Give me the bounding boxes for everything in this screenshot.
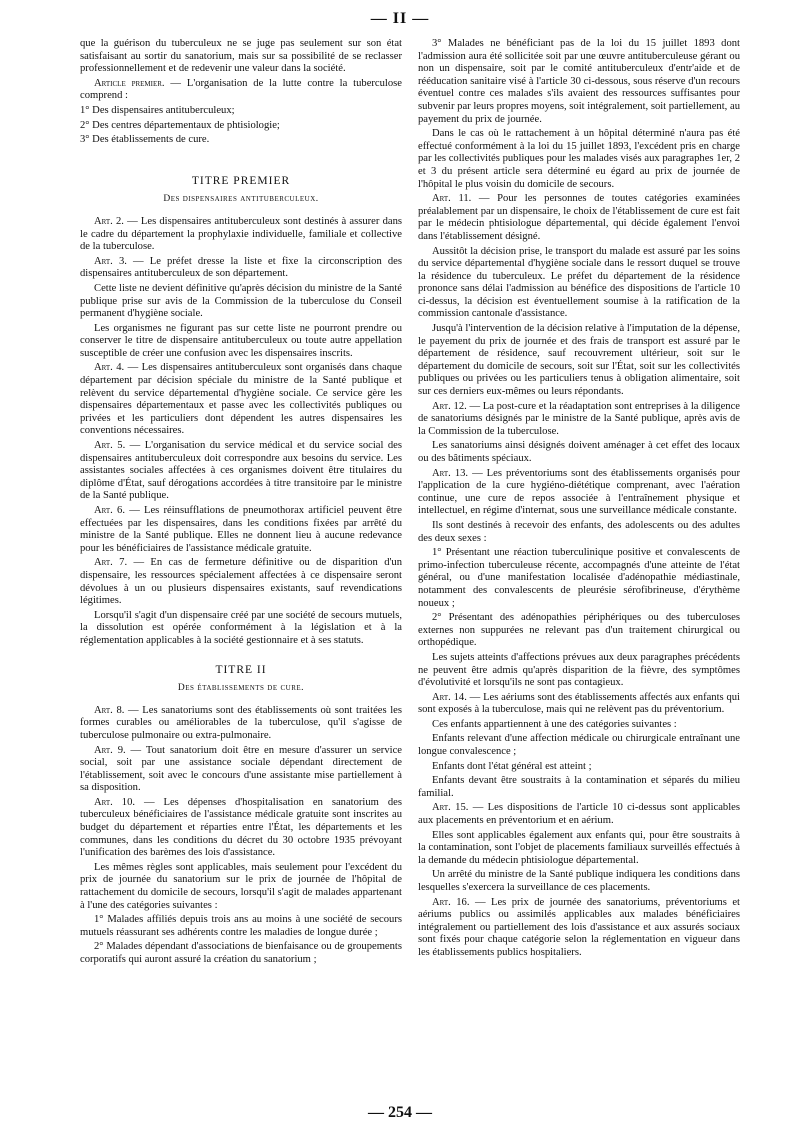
article-paragraph bbox=[80, 256, 402, 281]
paragraph: Les organismes ne figurant pas sur cette liste ne pourront prendre ou conserver le titre de dispensaire antituberculeux ou toute autre appellation susceptible de créer une confusion avec les dispensaires inscrits. bbox=[80, 322, 402, 359]
article-paragraph bbox=[418, 897, 740, 960]
page-header-roman: — II — bbox=[370, 10, 430, 27]
paragraph: Ces enfants appartiennent à une des catégories suivantes : bbox=[432, 718, 677, 730]
article-label: Art. 13. bbox=[432, 467, 469, 479]
paragraph: Lorsqu'il s'agit d'un dispensaire créé par une société de secours mutuels, la dissolution est opérée conformément à la législation et à la réglementation applicables à la société gestionnaire et à ses statuts. bbox=[80, 609, 402, 646]
article-text: — En cas de fermeture définitive ou de disparition d'un dispensaire, les ressources spécialement affectées à ce dispensaire seront dévolues à un ou plusieurs dispensaires existants, sauf revendications légitimes. bbox=[80, 557, 402, 607]
paragraph: Dans le cas où le rattachement à un hôpital déterminé n'aura pas été effectué conformément à la loi du 15 juillet 1893, l'excédent pris en charge par les collectivités publiques pour les malades visés aux paragraphes 1er, 2 et 3 du présent article sera déterminé eu égard au prix de journée de l'hôpital le plus voisin du domicile de secours. bbox=[418, 128, 740, 190]
article-label: Art. 6. bbox=[94, 505, 125, 516]
article-label: Art. 11. bbox=[432, 193, 472, 205]
paragraph: Cette liste ne devient définitive qu'après décision du ministre de la Santé publique prise sur avis de la Commission de la tuberculose du Conseil permanent d'hygiène sociale. bbox=[80, 282, 402, 320]
article-label: Art. 9. bbox=[94, 744, 126, 756]
article-label: Art. 4. bbox=[94, 362, 125, 374]
article-text: — Les dispositions de l'article 10 ci-dessus sont applicables aux placements en préventorium et en aérium. bbox=[418, 802, 740, 827]
article-paragraph bbox=[418, 692, 740, 717]
article-text: — L'organisation du service médical et du service social des dispensaires antituberculeux doit correspondre aux besoins du service. Les assistantes sociales affectées à ces organismes doivent être titulaires du diplôme d'État, sauf dérogations accordées à titre transitoire par le ministre de la Santé publique. bbox=[80, 440, 402, 502]
article-text: — Les réinsufflations de pneumothorax artificiel peuvent être effectuées par les dispensaires, dans les conditions fixées par arrêté du ministre de la Santé publique. Elles ne donnent lieu à aucune redevance pour les bénéficiaires de l'assistance médicale gratuite. bbox=[80, 505, 403, 554]
article-paragraph bbox=[80, 705, 402, 743]
section-subtitle: Des dispensaires antituberculeux. bbox=[163, 194, 319, 205]
paragraph: Elles sont applicables également aux enfants qui, pour être soustraits à la contamination, sont l'objet de placements familiaux surveillés effectués à la demande du médecin phtisiologue départemental. bbox=[418, 829, 740, 866]
article-text: — Les dépenses d'hospitalisation en sanatorium des tuberculeux bénéficiaires de l'assistance médicale gratuite sont inscrites au budget du département et réparties entre l'État, les départements et les communes, dans les conditions du décret du 30 octobre 1935 prévoyant l'unification des barèmes des lois d'assistance. bbox=[80, 796, 402, 859]
article-label: Art. 10. bbox=[94, 796, 136, 808]
article-text: — Tout sanatorium doit être en mesure d'assurer un service social, soit par une assistance sociale dépendant directement de l'établissement, soit avec le concours d'une assistante mise partiellement à sa disposition. bbox=[80, 744, 402, 794]
article-label: Art. 3. bbox=[94, 255, 127, 267]
paragraph: Les sujets atteints d'affections prévues aux deux paragraphes précédents ne peuvent être admis qu'après disparition de la fièvre, des symptômes d'évolutivité et lorsqu'ils ne sont pas contagieux. bbox=[418, 651, 740, 689]
page-number: — 254 — bbox=[368, 1104, 432, 1121]
article-text: — La post-cure et la réadaptation sont entreprises à la diligence de sanatoriums désignés par le ministre de la Santé publique, après avis de la Commission de la tuberculose. bbox=[418, 400, 740, 437]
paragraph: 2° Malades dépendant d'associations de bienfaisance ou de groupements corporatifs qui auront assuré la création du sanatorium ; bbox=[80, 941, 402, 965]
paragraph: Enfants dont l'état général est atteint ; bbox=[432, 760, 592, 772]
paragraph: Enfants devant être soustraits à la contamination et séparés du milieu familial. bbox=[418, 775, 740, 799]
article-paragraph bbox=[80, 745, 402, 795]
article-paragraph bbox=[418, 193, 740, 243]
article-text: — Les prix de journée des sanatoriums, préventoriums et aériums publics ou assimilés applicables aux malades bénéficiaires intégralement ou partiellement des lois d'assistance et aux assurés sociaux sont fixés pour chaque catégorie selon la réglementation en vigueur dans les établissements publics hospitaliers. bbox=[418, 896, 740, 958]
article-text: — Le préfet dresse la liste et fixe la circonscription des dispensaires antituberculeux de son département. bbox=[80, 255, 402, 280]
section-title: TITRE PREMIER bbox=[191, 174, 291, 187]
article-text: — Les aériums sont des établissements affectés aux enfants qui sont exposés à la tuberculose, mais qui ne relèvent pas du préventorium. bbox=[418, 691, 740, 716]
right-column bbox=[418, 38, 740, 1098]
paragraph: 1° Malades affiliés depuis trois ans au moins à une société de secours mutuels réassurant ses adhérents contre les maladies de longue durée ; bbox=[80, 914, 402, 938]
paragraph: 2° Présentant des adénopathies périphériques ou des tuberculoses externes non suppurées ne relevant pas d'un traitement chirurgical ou orthopédique. bbox=[418, 612, 740, 649]
article-label: Art. 12. bbox=[432, 400, 467, 412]
article-text: — Les préventoriums sont des établissements organisés pour l'application de la cure hygiéno-diététique comprenant, avec l'aération continue, une cure de repos associée à l'entraînement physique et intellectuel, en régime d'internat, sous une surveillance médicale constante. bbox=[418, 467, 740, 517]
article-label: Art. 14. bbox=[432, 691, 467, 703]
article-text: — Pour les personnes de toutes catégories examinées préalablement par un dispensaire, le choix de l'établissement de cure est fait par le médecin phtisiologue départemental, qui décide également l'envoi dans l'établissement désigné. bbox=[418, 193, 740, 242]
list-item: 3° Des établissements de cure. bbox=[80, 134, 210, 146]
paragraph: Les mêmes règles sont applicables, mais seulement pour l'excédent du prix de journée du sanatorium sur le prix de journée de l'hôpital de rattachement du domicile de secours, lorsqu'il s'agit de malades appartenant à l'une des catégories suivantes : bbox=[80, 861, 402, 911]
article-label: Art. 16. bbox=[432, 896, 470, 908]
article-text: — Les dispensaires antituberculeux sont organisés dans chaque département par décision spéciale du ministre de la Santé publique et relèvent du service départemental d'hygiène sociale. Ce service gère les dispensaires départementaux et passe avec les collectivités publiques ou privées et les particuliers dont dépendent les autres dispensaires les conventions nécessaires. bbox=[80, 362, 403, 437]
paragraph: Enfants relevant d'une affection médicale ou chirurgicale entraînant une longue convalescence ; bbox=[418, 733, 740, 758]
article-text: — Les sanatoriums sont des établissements où sont traitées les formes curables ou améliorables de la tuberculose, qu'il s'agisse de tuberculose pulmonaire ou extra-pulmonaire. bbox=[80, 704, 402, 741]
paragraph: 3° Malades ne bénéficiant pas de la loi du 15 juillet 1893 dont l'admission aura été sollicitée soit par une œuvre antituberculeuse gérant ou non un dispensaire, soit par le comité antituberculeux d'entr'aide et de rééducation sanitaire visé à l'article 30 ci-dessous, sous réserve d'un recours éventuel contre ces malades s'ils avaient des ressources suffisantes pour subvenir par leurs propres moyens, soit intégralement, soit partiellement, au payement du prix de journée. bbox=[418, 38, 740, 125]
article-text: — L'organisation de la lutte contre la tuberculose comprend : bbox=[80, 77, 402, 102]
article-label: Art. 7. bbox=[94, 557, 128, 569]
paragraph: Ils sont destinés à recevoir des enfants, des adolescents ou des adultes des deux sexes : bbox=[418, 519, 740, 544]
article-label: Article premier. bbox=[94, 77, 165, 89]
article-label: Art. 8. bbox=[94, 704, 125, 716]
paragraph: Aussitôt la décision prise, le transport du malade est assuré par les soins du service départemental d'hygiène sociale dans le ressort duquel se trouve la résidence du tuberculeux. Le préfet du département de la résidence prononce sans délai l'admission au bénéfice des dispositions de l'article 10 ci-dessus, la décision est éventuellement soumise à la ratification de la commission cantonale d'assistance. bbox=[418, 245, 740, 320]
article-label: Art. 5. bbox=[94, 440, 126, 452]
paragraph: Un arrêté du ministre de la Santé publique indiquera les conditions dans lesquelles s'exercera la surveillance de ces placements. bbox=[418, 869, 740, 893]
text-columns bbox=[80, 38, 740, 1098]
article-paragraph bbox=[80, 216, 402, 254]
article-paragraph bbox=[80, 362, 402, 438]
paragraph: Les sanatoriums ainsi désignés doivent aménager à cet effet des locaux ou des bâtiments spéciaux. bbox=[418, 440, 740, 464]
article-label: Art. 15. bbox=[432, 802, 469, 814]
article-paragraph bbox=[80, 797, 402, 860]
list-item: 1° Des dispensaires antituberculeux; bbox=[80, 104, 235, 116]
article-paragraph bbox=[80, 557, 402, 607]
paragraph: Jusqu'à l'intervention de la décision relative à l'imputation de la dépense, le payement du prix de journée et des frais de transport est assuré par le département de résidence, sauf recouvrement ultérieur, soit sur le département du domicile de secours, soit sur l'État, soit sur les collectivités publiques ou privées ou les particuliers tenus à obligation alimentaire, soit sur ces derniers eux-mêmes ou leurs répondants. bbox=[418, 323, 740, 398]
list-item: 2° Des centres départementaux de phtisiologie; bbox=[80, 119, 280, 131]
left-column bbox=[80, 38, 402, 1098]
article-paragraph bbox=[80, 78, 402, 103]
section-title: TITRE II bbox=[215, 663, 267, 676]
section-subtitle: Des établissements de cure. bbox=[177, 683, 305, 694]
paragraph: 1° Présentant une réaction tuberculinique positive et convalescents de primo-infection tuberculeuse récente, accompagnés d'une atteinte de l'état général, ou d'une manifestation localisée d'adénopathie médiastinale, notamment des convalescents de pleurésie sérofibrineuse, d'érythème noueux ; bbox=[418, 547, 740, 609]
article-paragraph bbox=[418, 468, 740, 518]
article-paragraph bbox=[80, 440, 402, 503]
article-label: Art. 2. bbox=[94, 215, 124, 227]
article-paragraph bbox=[418, 401, 740, 439]
article-paragraph bbox=[418, 802, 740, 827]
article-paragraph bbox=[80, 505, 402, 555]
paragraph: que la guérison du tuberculeux ne se juge pas seulement sur son état satisfaisant au sortir du sanatorium, mais sur sa possibilité de se reclasser professionnellement et de redevenir une valeur dans la société. bbox=[80, 38, 402, 75]
article-text: — Les dispensaires antituberculeux sont destinés à assurer dans le cadre du département la prophylaxie individuelle, familiale et collective de la tuberculose. bbox=[80, 215, 402, 253]
